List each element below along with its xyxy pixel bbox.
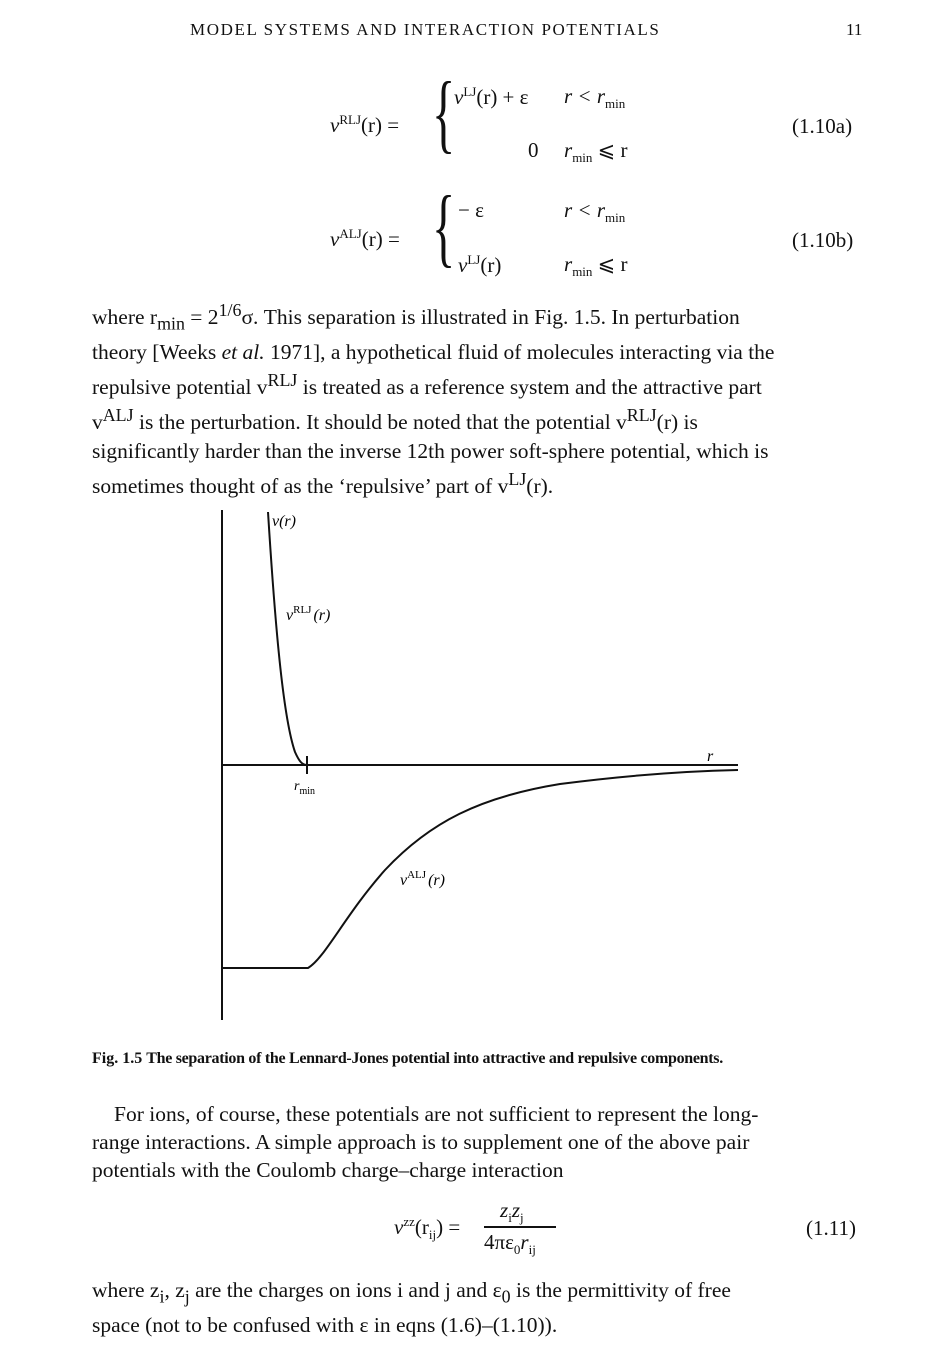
- attractive-curve: [222, 770, 738, 968]
- text-line: significantly harder than the inverse 12th power soft-sphere potential, which is: [92, 438, 769, 463]
- text-line: where $r_{min} = 2^{1/6}\sigma$. This separation is illustrated in Fig. 1.5. In perturbation: [92, 300, 740, 334]
- text-line: space (not to be confused with ε in eqns (1.6)–(1.10)).: [92, 1312, 558, 1337]
- text-line: potentials with the Coulomb charge–charge interaction: [92, 1158, 564, 1183]
- attractive-label: $v^{ALJ}$ (r): [400, 869, 445, 889]
- paragraph-ions: [92, 1100, 862, 1185]
- text-line: $v^{ALJ}$ is the perturbation. It should be noted that the potential $v^{RLJ}(r)$ is: [92, 405, 698, 435]
- repulsive-curve: [268, 512, 307, 765]
- caption-text: The separation of the Lennard-Jones potential into attractive and repulsive components.: [146, 1050, 723, 1067]
- text-line: repulsive potential $v^{RLJ}$ is treated as a reference system and the attractive part: [92, 369, 762, 400]
- text-line: range interactions. A simple approach is to supplement one of the above pair: [92, 1130, 750, 1155]
- text-line: where $z_i$, $z_j$ are the charges on ions i and j and $\varepsilon_0$ is the permittivity of free: [92, 1278, 731, 1307]
- text-line: For ions, of course, these potentials are not sufficient to represent the long-: [114, 1102, 759, 1126]
- text-line: theory [Weeks et al. 1971], a hypothetical fluid of molecules interacting via the: [92, 339, 775, 364]
- rmin-label: $r_{min}$: [294, 779, 316, 797]
- paragraph-permittivity: [92, 1276, 862, 1339]
- page-number: 11: [846, 20, 863, 39]
- equation-number-1-11: (1.11): [806, 1216, 856, 1240]
- running-header: MODEL SYSTEMS AND INTERACTION POTENTIALS: [190, 20, 661, 39]
- text-line: sometimes thought of as the ‘repulsive’ part of $v^{LJ}(r)$.: [92, 468, 554, 498]
- x-axis-label: r: [707, 748, 714, 765]
- figure-caption: [92, 1050, 882, 1068]
- repulsive-label: $v^{RLJ}$ (r): [286, 604, 331, 624]
- caption-label: Fig. 1.5: [92, 1050, 143, 1067]
- equation-number-1-10b: (1.10b): [792, 228, 854, 252]
- equation-number-1-10a: (1.10a): [792, 114, 853, 138]
- fraction-bar: [484, 1226, 556, 1228]
- y-axis-label: v(r): [272, 513, 296, 530]
